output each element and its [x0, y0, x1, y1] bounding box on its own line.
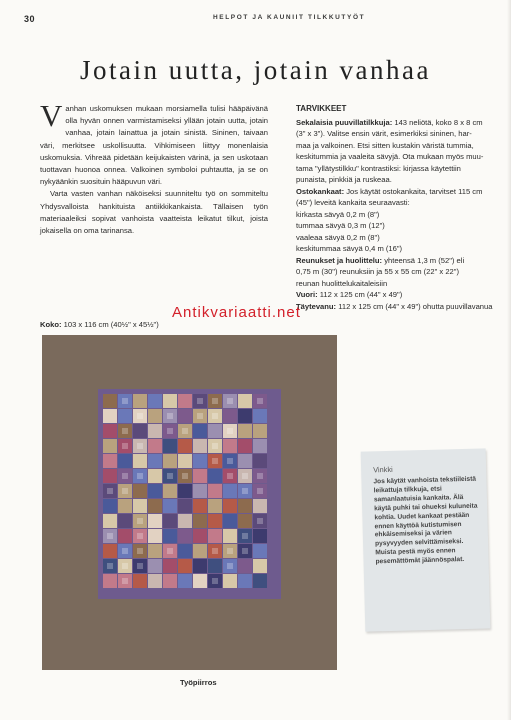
quilt-patch [148, 424, 162, 438]
quilt-patch [208, 514, 222, 528]
materials-line [296, 220, 511, 232]
patch-pattern [257, 398, 263, 404]
patch-pattern [212, 443, 218, 449]
quilt-patch [118, 499, 132, 513]
materials-line [296, 117, 511, 129]
materials-line-text: tummaa sävyä 0,3 m (12") [296, 221, 385, 230]
quilt-patch [238, 394, 252, 408]
size-label: Koko: [40, 320, 62, 329]
quilt-patch [133, 394, 147, 408]
materials-line [296, 209, 511, 221]
patch-pattern [167, 473, 173, 479]
quilt-patch [238, 499, 252, 513]
quilt-patch [193, 454, 207, 468]
materials-line-text: (45") leveitä kankaita seuraavasti: [296, 198, 410, 207]
quilt-patch [223, 439, 237, 453]
quilt-patch [178, 409, 192, 423]
patch-pattern [182, 428, 188, 434]
quilt-patch [103, 409, 117, 423]
tip-title: Vinkki [373, 464, 393, 475]
quilt-patch [238, 424, 252, 438]
quilt-patch [223, 499, 237, 513]
materials-line-text: 143 neliötä, koko 8 x 8 cm [392, 117, 483, 127]
quilt-patch [223, 484, 237, 498]
quilt-patch [193, 529, 207, 543]
quilt-patch [163, 439, 177, 453]
quilt-patch [133, 499, 147, 513]
materials-line-text: yhteensä 1,3 m (52") eli [382, 255, 465, 265]
watermark-text: Antikvariaatti.net [172, 304, 301, 321]
quilt-patch [193, 514, 207, 528]
quilt-patch [238, 574, 252, 588]
materials-line-text: vaaleaa sävyä 0,2 m (8") [296, 232, 380, 242]
patch-pattern [212, 548, 218, 554]
quilt-patch [163, 454, 177, 468]
quilt-patch [163, 394, 177, 408]
patch-pattern [137, 548, 143, 554]
quilt-patch [223, 409, 237, 423]
quilt-patch [253, 424, 267, 438]
quilt-patch [178, 484, 192, 498]
quilt-patch [148, 394, 162, 408]
patch-pattern [227, 563, 233, 569]
materials-line [296, 174, 511, 186]
materials-line-text: 112 x 125 cm (44" x 49") [317, 290, 403, 299]
materials-line-text: maa ja valkoinen. Etsi sitten kustakin väristä tummia, [296, 140, 474, 150]
materials-line [296, 278, 511, 290]
patch-pattern [137, 473, 143, 479]
materials-line [296, 255, 511, 267]
quilt-patch [103, 439, 117, 453]
quilt-patch [253, 574, 267, 588]
quilt-patch [238, 409, 252, 423]
patch-pattern [137, 518, 143, 524]
quilt-patch [148, 499, 162, 513]
quilt-patch [103, 544, 117, 558]
materials-line-text: 0,75 m (30") reunuksiin ja 55 x 55 cm (22" x 22") [296, 267, 459, 276]
quilt-patch [163, 484, 177, 498]
quilt-patch [253, 409, 267, 423]
quilt-patch [238, 454, 252, 468]
patch-pattern [122, 443, 128, 449]
patch-pattern [257, 473, 263, 479]
quilt-patch [253, 544, 267, 558]
quilt-patch [253, 529, 267, 543]
materials-line-text: punaista, pinkkiä ja ruskeaa. [296, 175, 392, 184]
tip-box [361, 448, 491, 631]
quilt-patch [103, 514, 117, 528]
quilt-size [40, 320, 159, 329]
quilt-patch [253, 499, 267, 513]
page-gutter [507, 0, 511, 720]
materials-line [296, 128, 511, 140]
patch-pattern [212, 398, 218, 404]
quilt-patch [133, 484, 147, 498]
materials-line-label: Reunukset ja huolittelu: [296, 255, 383, 265]
quilt-patch [238, 559, 252, 573]
quilt-patch [148, 469, 162, 483]
quilt-patch [148, 484, 162, 498]
quilt-patch [193, 574, 207, 588]
patch-pattern [167, 428, 173, 434]
materials-line-text: reunan huolittelukaitaleisiin [296, 278, 388, 288]
quilt-patch [208, 469, 222, 483]
quilt-patch [148, 559, 162, 573]
quilt-patch [193, 424, 207, 438]
intro-paragraph-2: Varta vasten vanhan näköiseksi suunniteltu työ on sommiteltu Yhdysvalloista hankituista antiikkikankaista. Tällaisen työn materiaaleiksi sopivat vanhoista vaatteista leikatut tilkut, joista jokaisella on oma tarinansa. [40, 189, 268, 236]
patch-pattern [227, 398, 233, 404]
materials-line-label: Täytevanu: [296, 301, 337, 311]
quilt-patch [223, 529, 237, 543]
patch-pattern [182, 473, 188, 479]
quilt-patch [193, 469, 207, 483]
patch-pattern [212, 578, 218, 584]
quilt-patch [148, 544, 162, 558]
quilt-patch [133, 574, 147, 588]
patch-pattern [212, 413, 218, 419]
quilt-patch [193, 439, 207, 453]
quilt-patch [178, 529, 192, 543]
patch-pattern [137, 563, 143, 569]
quilt-patch [178, 574, 192, 588]
patch-pattern [227, 428, 233, 434]
quilt-patch [133, 424, 147, 438]
quilt-patch [178, 439, 192, 453]
materials-line [296, 151, 511, 163]
patch-pattern [122, 428, 128, 434]
patch-pattern [197, 398, 203, 404]
materials-heading: TARVIKKEET [296, 104, 347, 113]
quilt-patch [193, 559, 207, 573]
materials-line-text: keskitummaa sävyä 0,4 m (16") [296, 244, 403, 253]
quilt-patch [148, 409, 162, 423]
patch-pattern [137, 533, 143, 539]
patch-pattern [122, 563, 128, 569]
drop-cap: V [40, 98, 63, 133]
quilt-illustration [42, 335, 337, 670]
patch-pattern [137, 443, 143, 449]
intro-paragraph-1 [40, 98, 268, 188]
quilt-patch [118, 514, 132, 528]
patch-pattern [122, 473, 128, 479]
patch-pattern [167, 548, 173, 554]
quilt-patch [118, 409, 132, 423]
materials-line-label: Vuori: [296, 290, 318, 299]
quilt-patch [208, 424, 222, 438]
materials-line-text: keskitummia ja vaaleita sävyjä. Ota mukaan myös muu- [296, 152, 484, 161]
quilt-patch [223, 514, 237, 528]
materials-line [296, 197, 511, 209]
materials-line-text: 112 x 125 cm (44" x 49") ohutta puuvillavanua [336, 301, 493, 311]
intro-text [40, 98, 268, 237]
quilt-patch [178, 544, 192, 558]
patch-pattern [242, 488, 248, 494]
quilt-patch [103, 574, 117, 588]
patch-pattern [107, 533, 113, 539]
running-header: HELPOT JA KAUNIIT TILKKUTYÖT [213, 14, 366, 21]
quilt-patch [163, 574, 177, 588]
quilt-patch [163, 529, 177, 543]
quilt-patch [148, 514, 162, 528]
patch-pattern [167, 413, 173, 419]
quilt-patch [178, 559, 192, 573]
patch-pattern [257, 518, 263, 524]
quilt-patch [178, 454, 192, 468]
quilt-patch [148, 529, 162, 543]
materials-line-text: kirkasta sävyä 0,2 m (8") [296, 209, 380, 219]
patch-pattern [197, 413, 203, 419]
quilt-patch [178, 394, 192, 408]
quilt-patch [148, 454, 162, 468]
intro-paragraph-1-text: anhan uskomuksen mukaan morsiamella tulisi hääpäivänä olla hyvän onnen varmistamiseksi yllään jotain uutta, jotain vanhaa, jotain lainattua ja jotain sinistä. Sininen, taivaan väri, merkitsee uskollisuutta. Vihkimiseen liittyy monenlaisia uskomuksia. Vihreää pidetään keijukaisten värinä, ja sen uskotaan tuottavan huonoa onnea. Valkoinen symboloi puhtautta, ja se on nykyäänkin suosituin hääpuvun väri. [40, 104, 268, 187]
page-number: 30 [24, 14, 36, 24]
materials-line-text: Jos käytät ostokankaita, tarvitset 115 cm [344, 186, 483, 196]
quilt-patch [208, 559, 222, 573]
patch-pattern [122, 488, 128, 494]
patch-pattern [122, 548, 128, 554]
patch-pattern [227, 458, 233, 464]
materials-list [296, 103, 511, 312]
quilt-patch [193, 499, 207, 513]
materials-line [296, 140, 511, 152]
quilt-patch [148, 574, 162, 588]
quilt-patch [193, 484, 207, 498]
quilt-patch [193, 544, 207, 558]
materials-line [296, 232, 511, 244]
quilt-patch [163, 499, 177, 513]
size-value: 103 x 116 cm (40½" x 45½") [61, 320, 159, 329]
materials-line [296, 289, 511, 301]
quilt-patch [103, 454, 117, 468]
quilt-patch [178, 499, 192, 513]
materials-line-label: Sekalaisia puuvillatilkkuja: [296, 117, 393, 127]
quilt-patch [163, 514, 177, 528]
patch-pattern [227, 473, 233, 479]
materials-line [296, 301, 511, 313]
patch-pattern [122, 398, 128, 404]
quilt-patch [238, 514, 252, 528]
materials-line-label: Ostokankaat: [296, 186, 345, 196]
materials-line [296, 266, 511, 278]
diagram-caption: Työpiirros [180, 678, 217, 687]
quilt-diagram [42, 335, 337, 675]
quilt-patch [133, 454, 147, 468]
quilt-patch [253, 454, 267, 468]
patch-pattern [107, 563, 113, 569]
quilt-patch [208, 484, 222, 498]
quilt-patch [208, 499, 222, 513]
quilt-patch [253, 559, 267, 573]
quilt-patch [223, 574, 237, 588]
quilt-patch [253, 439, 267, 453]
page-title: Jotain uutta, jotain vanhaa [80, 55, 431, 85]
materials-line [296, 186, 511, 198]
quilt-patch [148, 439, 162, 453]
materials-line [296, 243, 511, 255]
quilt-patch [208, 529, 222, 543]
materials-line [296, 163, 511, 175]
quilt-patch [118, 529, 132, 543]
quilt-patch [178, 514, 192, 528]
patch-pattern [122, 578, 128, 584]
quilt-patch [103, 499, 117, 513]
tip-body: Jos käytät vanhoista tekstiileistä leikattuja tilkkuja, etsi samanlaatuisia kankaita. Älä käytä puhki tai ohueksi kuluneita kohtia. Uudet kankaat pestään ennen käyttöä kutistumisen ehkäisemiseksi ja värien pysyvyyden selvittämiseksi. Muista pestä myös ennen pesemättömät jäännöspalat. [373, 475, 478, 566]
patch-pattern [137, 413, 143, 419]
materials-line-text: tama "yllätystilkku" kontrastiksi: kirjassa käytettiin [296, 163, 461, 173]
patch-pattern [242, 473, 248, 479]
patch-pattern [257, 488, 263, 494]
patch-pattern [107, 488, 113, 494]
materials-line-text: (3" x 3"). Valitse ensin värit, esimerkiksi sininen, har- [296, 129, 472, 138]
patch-pattern [212, 458, 218, 464]
quilt-patch [103, 394, 117, 408]
patch-pattern [242, 533, 248, 539]
patch-pattern [242, 548, 248, 554]
quilt-patch [118, 454, 132, 468]
quilt-patch [163, 559, 177, 573]
quilt-patch [103, 424, 117, 438]
patch-pattern [227, 548, 233, 554]
quilt-patch [103, 469, 117, 483]
quilt-patch [238, 439, 252, 453]
